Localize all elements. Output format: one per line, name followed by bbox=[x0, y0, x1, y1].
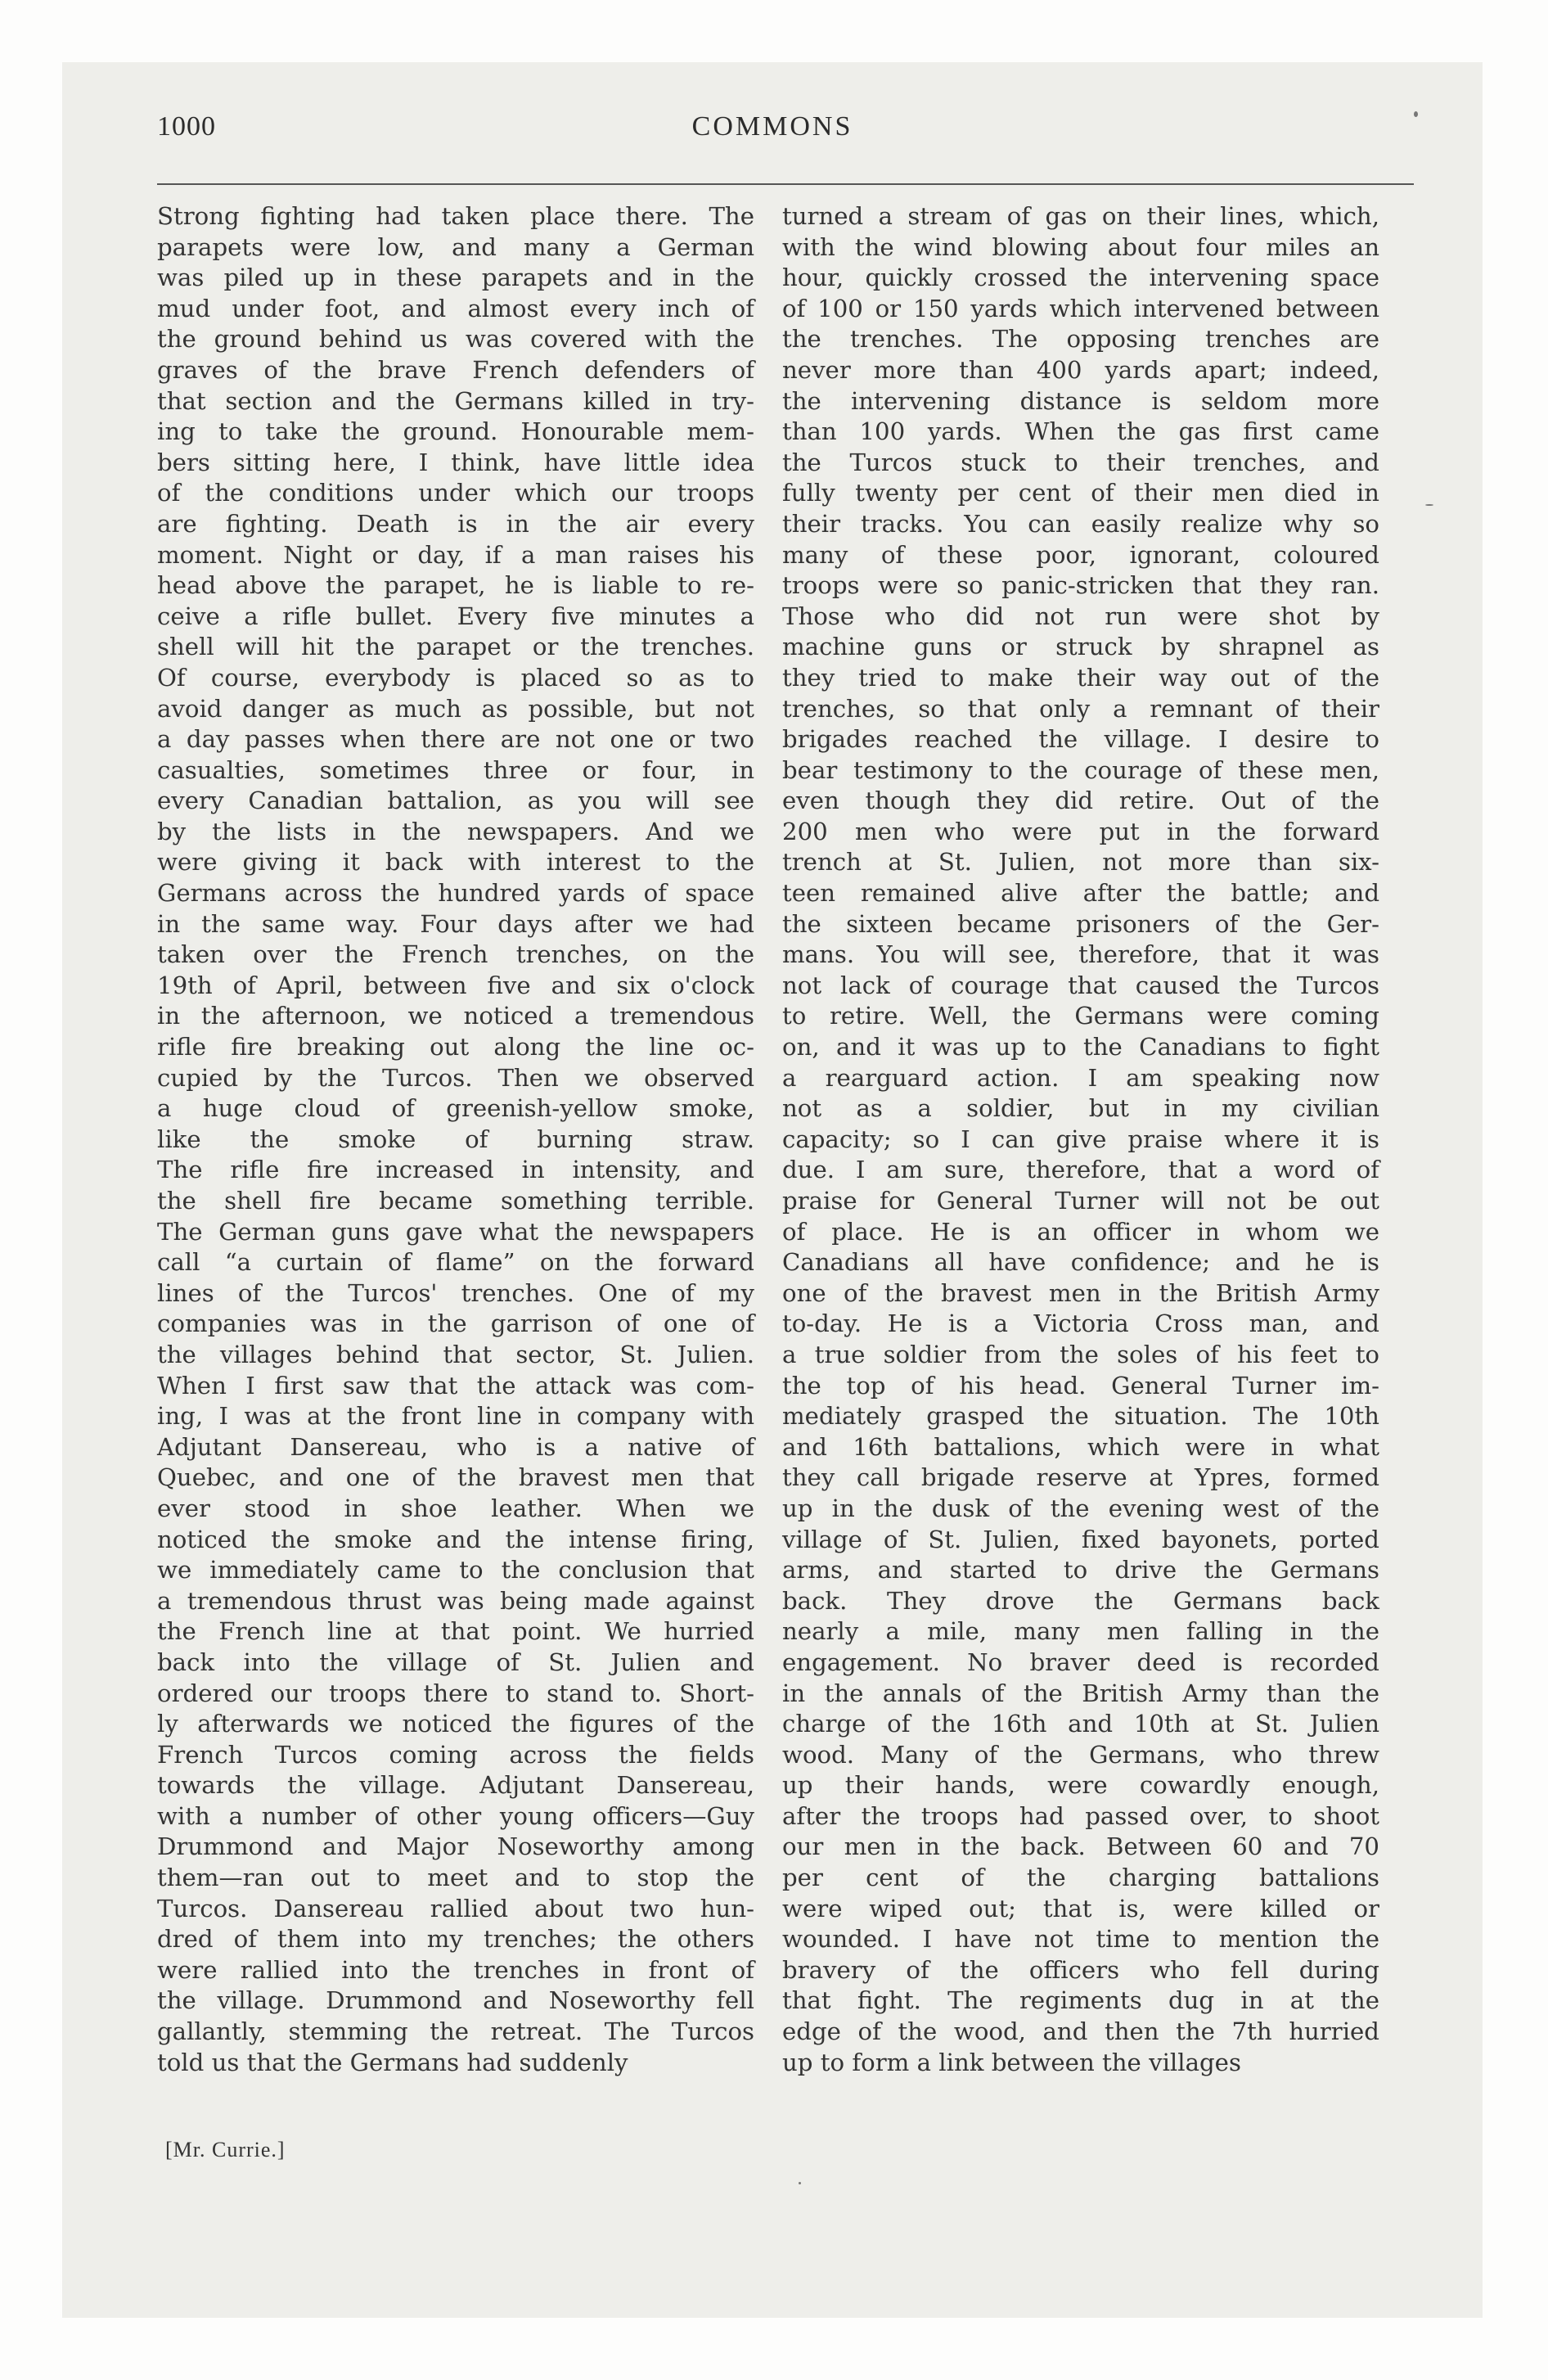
text-line: ordered our troops there to stand to. Short- bbox=[157, 1679, 754, 1707]
text-line: French Turcos coming across the fields bbox=[157, 1740, 754, 1769]
text-line: trenches, so that only a remnant of their bbox=[782, 694, 1379, 723]
text-line: trench at St. Julien, not more than six- bbox=[782, 848, 1379, 877]
text-line: capacity; so I can give praise where it is bbox=[782, 1125, 1379, 1153]
text-line: bravery of the officers who fell during bbox=[782, 1955, 1379, 1984]
text-line: Those who did not run were shot by bbox=[782, 602, 1379, 630]
text-line: turned a stream of gas on their lines, which, bbox=[782, 202, 1379, 230]
text-line: per cent of the charging battalions bbox=[782, 1864, 1379, 1892]
text-line: rifle fire breaking out along the line oc- bbox=[157, 1033, 754, 1062]
text-line: were rallied into the trenches in front of bbox=[157, 1955, 754, 1984]
text-line: that section and the Germans killed in try- bbox=[157, 386, 754, 415]
text-line: due. I am sure, therefore, that a word of bbox=[782, 1156, 1379, 1184]
text-line: the village. Drummond and Noseworthy fell bbox=[157, 1986, 754, 2015]
text-line: call “a curtain of flame” on the forward bbox=[157, 1248, 754, 1277]
text-line: a tremendous thrust was being made against bbox=[157, 1586, 754, 1615]
text-line: them—ran out to meet and to stop the bbox=[157, 1864, 754, 1892]
text-line: teen remained alive after the battle; and bbox=[782, 879, 1379, 908]
text-line: we immediately came to the conclusion that bbox=[157, 1556, 754, 1584]
text-line: like the smoke of burning straw. bbox=[157, 1125, 754, 1153]
text-line: to retire. Well, the Germans were coming bbox=[782, 1002, 1379, 1030]
text-line: 200 men who were put in the forward bbox=[782, 817, 1379, 845]
text-line: lines of the Turcos' trenches. One of my bbox=[157, 1278, 754, 1307]
text-line: arms, and started to drive the Germans bbox=[782, 1556, 1379, 1584]
text-line: the top of his head. General Turner im- bbox=[782, 1371, 1379, 1400]
text-line: to-day. He is a Victoria Cross man, and bbox=[782, 1309, 1379, 1338]
text-line: they call brigade reserve at Ypres, formed bbox=[782, 1463, 1379, 1492]
text-line: and 16th battalions, which were in what bbox=[782, 1432, 1379, 1461]
text-line: up in the dusk of the evening west of the bbox=[782, 1494, 1379, 1522]
text-line: mans. You will see, therefore, that it was bbox=[782, 940, 1379, 969]
text-line: avoid danger as much as possible, but not bbox=[157, 694, 754, 723]
text-line: wounded. I have not time to mention the bbox=[782, 1925, 1379, 1954]
header-rule bbox=[157, 183, 1414, 185]
text-line: the villages behind that sector, St. Julien. bbox=[157, 1340, 754, 1368]
page-header bbox=[62, 111, 1483, 160]
text-line: were wiped out; that is, were killed or bbox=[782, 1894, 1379, 1922]
text-line: a rearguard action. I am speaking now bbox=[782, 1063, 1379, 1092]
text-line: the shell fire became something terrible. bbox=[157, 1187, 754, 1215]
text-line: many of these poor, ignorant, coloured bbox=[782, 540, 1379, 569]
text-line: Quebec, and one of the bravest men that bbox=[157, 1463, 754, 1492]
text-line: were giving it back with interest to the bbox=[157, 848, 754, 877]
text-line: head above the parapet, he is liable to re- bbox=[157, 571, 754, 600]
text-line: taken over the French trenches, on the bbox=[157, 940, 754, 969]
text-line: ing to take the ground. Honourable mem- bbox=[157, 417, 754, 446]
text-line: that fight. The regiments dug in at the bbox=[782, 1986, 1379, 2015]
text-line: parapets were low, and many a German bbox=[157, 232, 754, 261]
text-line: of place. He is an officer in whom we bbox=[782, 1217, 1379, 1246]
text-line: The German guns gave what the newspapers bbox=[157, 1217, 754, 1246]
text-line: village of St. Julien, fixed bayonets, ported bbox=[782, 1525, 1379, 1553]
speaker-footnote: [Mr. Currie.] bbox=[165, 2138, 286, 2161]
text-line: of the conditions under which our troops bbox=[157, 479, 754, 507]
text-line: bers sitting here, I think, have little idea bbox=[157, 448, 754, 476]
text-line: up to form a link between the villages bbox=[782, 2048, 1241, 2076]
page-number: 1000 bbox=[157, 111, 216, 142]
text-line: even though they did retire. Out of the bbox=[782, 787, 1379, 815]
text-line: 19th of April, between five and six o'clock bbox=[157, 971, 754, 999]
text-line: machine guns or struck by shrapnel as bbox=[782, 633, 1379, 661]
text-line: towards the village. Adjutant Dansereau, bbox=[157, 1771, 754, 1800]
text-line: Germans across the hundred yards of space bbox=[157, 879, 754, 908]
text-line: gallantly, stemming the retreat. The Turcos bbox=[157, 2017, 754, 2046]
text-line: in the same way. Four days after we had bbox=[157, 909, 754, 938]
text-line: shell will hit the parapet or the trenches. bbox=[157, 633, 754, 661]
text-line: ceive a rifle bullet. Every five minutes a bbox=[157, 602, 754, 630]
text-line: Drummond and Major Noseworthy among bbox=[157, 1832, 754, 1861]
text-line: ly afterwards we noticed the figures of the bbox=[157, 1710, 754, 1738]
text-line: Turcos. Dansereau rallied about two hun- bbox=[157, 1894, 754, 1922]
text-line: moment. Night or day, if a man raises his bbox=[157, 540, 754, 569]
text-line: The rifle fire increased in intensity, and bbox=[157, 1156, 754, 1184]
text-line: ever stood in shoe leather. When we bbox=[157, 1494, 754, 1522]
text-line: on, and it was up to the Canadians to fight bbox=[782, 1033, 1379, 1062]
text-line: not lack of courage that caused the Turcos bbox=[782, 971, 1379, 999]
text-line: noticed the smoke and the intense firing, bbox=[157, 1525, 754, 1553]
left-column bbox=[157, 201, 754, 2078]
text-line: was piled up in these parapets and in the bbox=[157, 264, 754, 292]
text-line: graves of the brave French defenders of bbox=[157, 355, 754, 384]
text-line: in the annals of the British Army than the bbox=[782, 1679, 1379, 1707]
text-line: back. They drove the Germans back bbox=[782, 1586, 1379, 1615]
text-line: up their hands, were cowardly enough, bbox=[782, 1771, 1379, 1800]
text-line: bear testimony to the courage of these men, bbox=[782, 755, 1379, 784]
text-line: dred of them into my trenches; the others bbox=[157, 1925, 754, 1954]
text-line: with the wind blowing about four miles an bbox=[782, 232, 1379, 261]
text-line: the French line at that point. We hurried bbox=[157, 1617, 754, 1646]
text-line: mediately grasped the situation. The 10th bbox=[782, 1402, 1379, 1431]
text-line: wood. Many of the Germans, who threw bbox=[782, 1740, 1379, 1769]
text-line: not as a soldier, but in my civilian bbox=[782, 1094, 1379, 1123]
text-line: our men in the back. Between 60 and 70 bbox=[782, 1832, 1379, 1861]
text-line: Adjutant Dansereau, who is a native of bbox=[157, 1432, 754, 1461]
text-line: every Canadian battalion, as you will see bbox=[157, 787, 754, 815]
text-line: Strong fighting had taken place there. The bbox=[157, 202, 754, 230]
text-line: When I first saw that the attack was com- bbox=[157, 1371, 754, 1400]
text-line: the intervening distance is seldom more bbox=[782, 386, 1379, 415]
text-line: cupied by the Turcos. Then we observed bbox=[157, 1063, 754, 1092]
text-line: hour, quickly crossed the intervening space bbox=[782, 264, 1379, 292]
text-line: a day passes when there are not one or two bbox=[157, 725, 754, 754]
text-line: engagement. No braver deed is recorded bbox=[782, 1648, 1379, 1676]
text-line: than 100 yards. When the gas first came bbox=[782, 417, 1379, 446]
text-line: Of course, everybody is placed so as to bbox=[157, 663, 754, 692]
text-line: a huge cloud of greenish-yellow smoke, bbox=[157, 1094, 754, 1123]
text-line: troops were so panic-stricken that they ran. bbox=[782, 571, 1379, 600]
text-line: nearly a mile, many men falling in the bbox=[782, 1617, 1379, 1646]
text-line: casualties, sometimes three or four, in bbox=[157, 755, 754, 784]
text-line: after the troops had passed over, to shoot bbox=[782, 1801, 1379, 1830]
text-line: by the lists in the newspapers. And we bbox=[157, 817, 754, 845]
text-line: praise for General Turner will not be out bbox=[782, 1187, 1379, 1215]
text-line: brigades reached the village. I desire to bbox=[782, 725, 1379, 754]
scan-speck bbox=[799, 2182, 801, 2184]
text-line: told us that the Germans had suddenly bbox=[157, 2048, 628, 2076]
text-line: never more than 400 yards apart; indeed, bbox=[782, 355, 1379, 384]
text-line: with a number of other young officers—Guy bbox=[157, 1801, 754, 1830]
text-line: they tried to make their way out of the bbox=[782, 663, 1379, 692]
text-line: mud under foot, and almost every inch of bbox=[157, 294, 754, 322]
text-line: the Turcos stuck to their trenches, and bbox=[782, 448, 1379, 476]
text-line: back into the village of St. Julien and bbox=[157, 1648, 754, 1676]
text-line: the ground behind us was covered with the bbox=[157, 325, 754, 354]
scan-speck bbox=[1425, 504, 1433, 506]
text-line: are fighting. Death is in the air every bbox=[157, 509, 754, 538]
running-head: COMMONS bbox=[691, 111, 853, 142]
text-line: edge of the wood, and then the 7th hurried bbox=[782, 2017, 1379, 2046]
text-line: ing, I was at the front line in company with bbox=[157, 1402, 754, 1431]
text-line: the sixteen became prisoners of the Ger- bbox=[782, 909, 1379, 938]
text-line: in the afternoon, we noticed a tremendous bbox=[157, 1002, 754, 1030]
text-line: of 100 or 150 yards which intervened between bbox=[782, 294, 1379, 322]
text-line: one of the bravest men in the British Army bbox=[782, 1278, 1379, 1307]
page-scan bbox=[62, 62, 1483, 2318]
text-line: the trenches. The opposing trenches are bbox=[782, 325, 1379, 354]
text-line: a true soldier from the soles of his feet to bbox=[782, 1340, 1379, 1368]
text-line: Canadians all have confidence; and he is bbox=[782, 1248, 1379, 1277]
text-line: fully twenty per cent of their men died in bbox=[782, 479, 1379, 507]
text-line: their tracks. You can easily realize why so bbox=[782, 509, 1379, 538]
scan-speck bbox=[1414, 111, 1418, 117]
right-column bbox=[782, 201, 1379, 2078]
text-line: charge of the 16th and 10th at St. Julien bbox=[782, 1710, 1379, 1738]
text-line: companies was in the garrison of one of bbox=[157, 1309, 754, 1338]
